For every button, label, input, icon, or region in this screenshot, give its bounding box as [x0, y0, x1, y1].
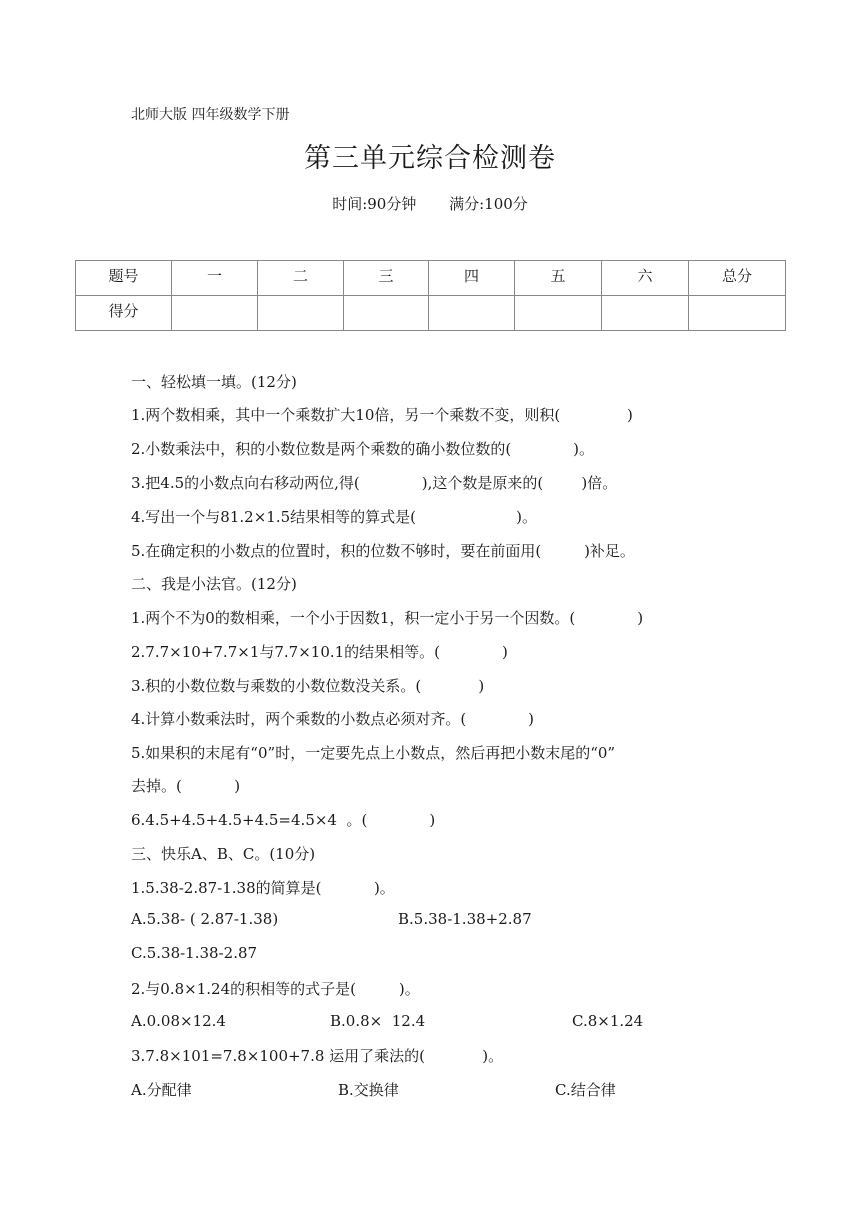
option-3-3-c: C.结合律	[555, 1081, 616, 1099]
header-cell-1: 一	[172, 261, 258, 296]
question-3-1: 1.5.38-2.87-1.38的简算是( )。	[131, 879, 395, 897]
header-cell-6: 六	[602, 261, 689, 296]
option-3-1-b: B.5.38-1.38+2.87	[398, 910, 532, 928]
option-3-2-b: B.0.8× 12.4	[330, 1012, 426, 1030]
question-1-4: 4.写出一个与81.2×1.5结果相等的算式是( )。	[131, 508, 537, 526]
question-1-3: 3.把4.5的小数点向右移动两位,得( ),这个数是原来的( )倍。	[131, 474, 618, 492]
question-3-3: 3.7.8×101=7.8×100+7.8 运用了乘法的( )。	[131, 1047, 504, 1065]
option-3-1-c: C.5.38-1.38-2.87	[131, 944, 258, 962]
section-3-heading: 三、快乐A、B、C。(10分)	[131, 845, 316, 863]
header-cell-total: 总分	[689, 261, 786, 296]
full-score: 满分:100分	[449, 195, 528, 213]
score-cell[interactable]	[515, 296, 602, 331]
header-cell-4: 四	[429, 261, 515, 296]
score-cell[interactable]	[344, 296, 429, 331]
question-1-1: 1.两个数相乘，其中一个乘数扩大10倍，另一个乘数不变，则积( )	[131, 406, 633, 424]
option-3-2-a: A.0.08×12.4	[131, 1012, 226, 1030]
header-cell-2: 二	[258, 261, 344, 296]
header-cell-question-no: 题号	[76, 261, 172, 296]
option-3-3-a: A.分配律	[131, 1081, 192, 1099]
question-1-2: 2.小数乘法中，积的小数位数是两个乘数的确小数位数的( )。	[131, 440, 595, 458]
score-cell[interactable]	[429, 296, 515, 331]
option-3-2-c: C.8×1.24	[572, 1012, 644, 1030]
question-2-5-cont: 去掉。( )	[131, 777, 241, 795]
header-cell-5: 五	[515, 261, 602, 296]
section-1-heading: 一、轻松填一填。(12分)	[131, 373, 297, 391]
score-table	[75, 260, 786, 331]
score-row-label: 得分	[76, 296, 172, 331]
score-cell[interactable]	[602, 296, 689, 331]
exam-meta	[0, 193, 860, 214]
publisher-label: 北师大版 四年级数学下册	[131, 107, 290, 123]
page-title: 第三单元综合检测卷	[304, 143, 556, 174]
header-cell-3: 三	[344, 261, 429, 296]
question-2-6: 6.4.5+4.5+4.5+4.5=4.5×4 。( )	[131, 811, 436, 829]
score-cell[interactable]	[689, 296, 786, 331]
section-2-heading: 二、我是小法官。(12分)	[131, 575, 297, 593]
question-2-2: 2.7.7×10+7.7×1与7.7×10.1的结果相等。( )	[131, 643, 508, 661]
question-2-4: 4.计算小数乘法时，两个乘数的小数点必须对齐。( )	[131, 710, 535, 728]
option-3-1-a: A.5.38- ( 2.87-1.38)	[131, 910, 279, 928]
question-2-3: 3.积的小数位数与乘数的小数位数没关系。( )	[131, 677, 485, 695]
question-2-1: 1.两个不为0的数相乘，一个小于因数1，积一定小于另一个因数。( )	[131, 609, 644, 627]
question-2-5: 5.如果积的末尾有“0”时，一定要先点上小数点，然后再把小数末尾的“0”	[131, 744, 616, 762]
score-table-score-row	[76, 296, 786, 331]
score-table-header-row	[76, 261, 786, 296]
score-cell[interactable]	[258, 296, 344, 331]
score-cell[interactable]	[172, 296, 258, 331]
time-limit: 时间:90分钟	[332, 195, 417, 213]
question-1-5: 5.在确定积的小数点的位置时，积的位数不够时，要在前面用( )补足。	[131, 542, 635, 560]
question-3-2: 2.与0.8×1.24的积相等的式子是( )。	[131, 980, 420, 998]
option-3-3-b: B.交换律	[338, 1081, 399, 1099]
